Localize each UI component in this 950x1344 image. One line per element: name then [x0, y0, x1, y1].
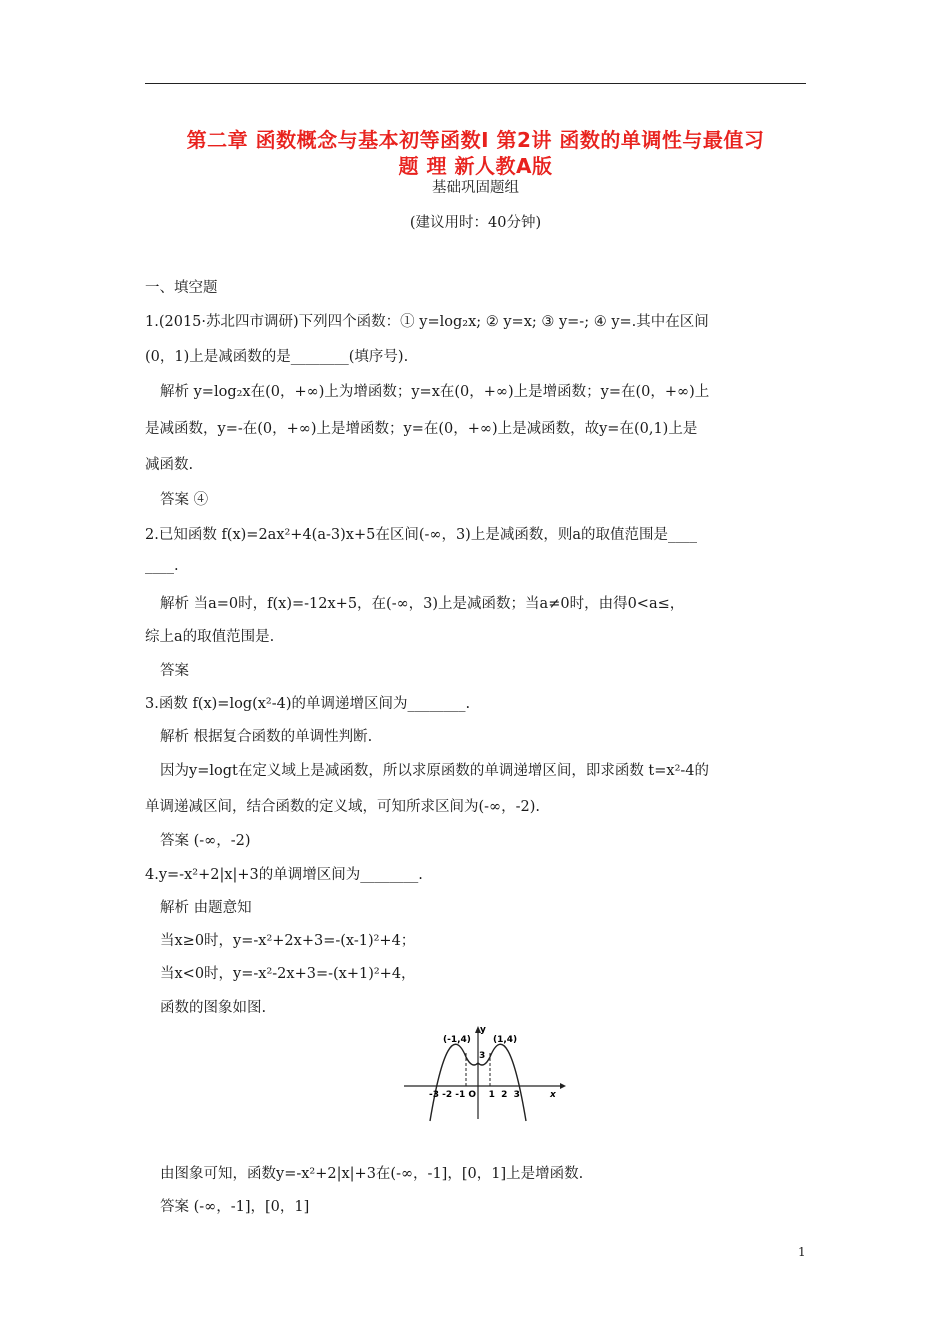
page-number: 1 — [798, 1245, 806, 1259]
x-axis-arrow-icon — [560, 1083, 566, 1089]
analysis-4-line-4: 函数的图象如图. — [160, 1000, 267, 1016]
section-heading: 一、填空题 — [145, 280, 218, 296]
question-1-line-2: (0，1)上是减函数的是________(填序号). — [145, 349, 409, 365]
header-rule — [145, 83, 806, 84]
question-2-line-1: 2.已知函数 f(x)=2ax²+4(a-3)x+5在区间(-∞，3)上是减函数，则a的取值范围是____ — [145, 527, 697, 543]
left-peak-label: (-1,4) — [443, 1035, 471, 1045]
question-4: 4.y=-x²+2|x|+3的单调增区间为________. — [145, 867, 423, 883]
answer-3: 答案 (-∞，-2) — [160, 833, 251, 849]
question-3: 3.函数 f(x)=log(x²-4)的单调递增区间为________. — [145, 696, 471, 712]
document-title-line-2: 题 理 新人教A版 — [398, 154, 553, 178]
analysis-3-line-1: 解析 根据复合函数的单调性判断. — [160, 729, 373, 745]
analysis-4-line-3: 当x<0时，y=-x²-2x+3=-(x+1)²+4， — [160, 966, 416, 982]
answer-4: 答案 (-∞，-1]，[0，1] — [160, 1199, 310, 1215]
right-peak-label: (1,4) — [493, 1035, 518, 1045]
analysis-3-line-3: 单调递减区间，结合函数的定义域，可知所求区间为(-∞，-2). — [145, 799, 541, 815]
analysis-1-line-2: 是减函数，y=-在(0，+∞)上是增函数；y=在(0，+∞)上是减函数，故y=在(0,1)上是 — [145, 421, 698, 437]
question-1-line-1: 1.(2015·苏北四市调研)下列四个函数：① y=log₂x; ② y=x; ③ y=-; ④ y=.其中在区间 — [145, 314, 709, 330]
x-tick-labels: -3 -2 -1 O 1 2 3 — [429, 1090, 520, 1100]
analysis-3-line-2: 因为y=logt在定义域上是减函数，所以求原函数的单调递增区间，即求函数 t=x²-4的 — [160, 763, 710, 779]
y-intercept-label: 3 — [479, 1051, 486, 1061]
analysis-1-line-3: 减函数. — [145, 457, 194, 473]
analysis-4-line-1: 解析 由题意知 — [160, 900, 252, 916]
time-note: (建议用时：40分钟) — [409, 215, 542, 231]
answer-2: 答案 — [160, 663, 189, 679]
question-2-line-2: ____. — [145, 558, 179, 574]
analysis-2-line-1: 解析 当a=0时，f(x)=-12x+5，在(-∞，3)上是减函数；当a≠0时，由得0<a≤， — [160, 596, 685, 612]
conclusion-4: 由图象可知，函数y=-x²+2|x|+3在(-∞，-1]，[0，1]上是增函数. — [160, 1166, 584, 1182]
y-axis-label: y — [480, 1025, 486, 1035]
function-graph-figure — [398, 1023, 568, 1123]
analysis-2-line-2: 综上a的取值范围是. — [145, 629, 275, 645]
x-axis-label: x — [550, 1090, 556, 1100]
analysis-1-line-1: 解析 y=log₂x在(0，+∞)上为增函数；y=x在(0，+∞)上是增函数；y=在(0，+∞)上 — [160, 384, 710, 400]
subtitle: 基础巩固题组 — [432, 180, 519, 196]
document-title-line-1: 第二章 函数概念与基本初等函数Ⅰ 第2讲 函数的单调性与最值习 — [186, 128, 765, 152]
answer-1: 答案 ④ — [160, 492, 209, 508]
analysis-4-line-2: 当x≥0时，y=-x²+2x+3=-(x-1)²+4； — [160, 933, 416, 949]
